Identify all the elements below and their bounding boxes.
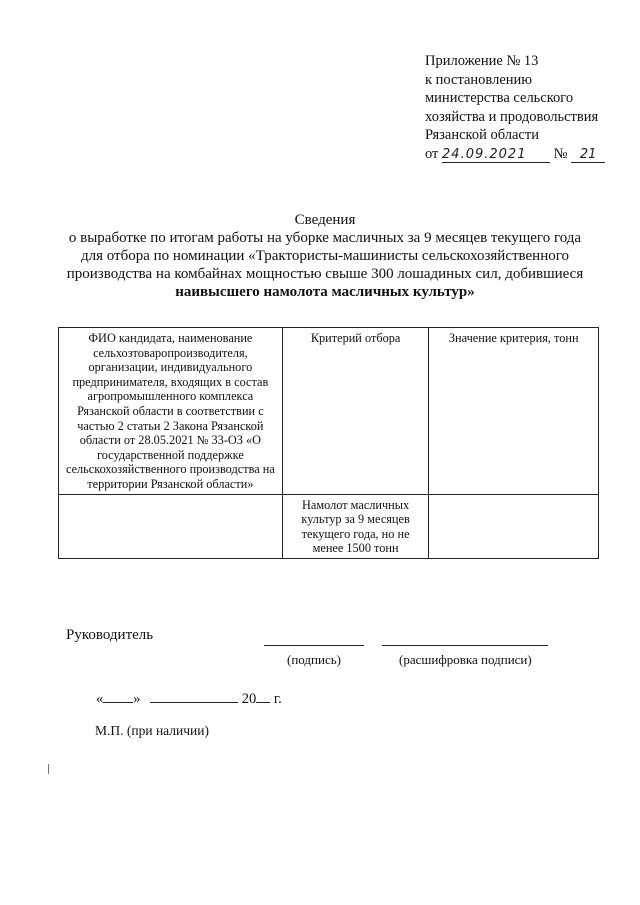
cell-criterion: Намолот масличных культур за 9 месяцев текущего года, но не менее 1500 тонн: [282, 494, 429, 558]
appendix-date-row: [425, 145, 605, 164]
appendix-line: к постановлению: [425, 71, 533, 88]
signature-caption: (подпись): [287, 652, 341, 667]
signature-decode-caption: (расшифровка подписи): [399, 652, 532, 667]
number-label: №: [553, 145, 568, 162]
handwritten-date: 24.09.2021: [442, 148, 550, 163]
cell-candidate: [59, 494, 283, 558]
appendix-line: Рязанской области: [425, 127, 539, 143]
appendix-block: [425, 52, 605, 163]
title-line: наивысшего намолота масличных культур»: [175, 284, 475, 300]
table-header-row: [59, 328, 599, 495]
year-blank: [256, 690, 270, 703]
year-suffix: г.: [273, 691, 282, 707]
title-line: о выработке по итогам работы на уборке масличных за 9 месяцев текущего года: [68, 230, 582, 246]
head-label: Руководитель: [66, 627, 154, 643]
document-title: [40, 211, 610, 301]
stamp-place-label: М.П. (при наличии): [95, 723, 209, 738]
title-line: для отбора по номинации «Трактористы-машинисты сельскохозяйственного: [80, 248, 570, 264]
criteria-table: [58, 327, 599, 559]
signature-line: [264, 645, 364, 646]
cell-value: [429, 494, 599, 558]
scan-mark: [48, 764, 49, 774]
date-field: [96, 690, 282, 708]
appendix-line: Приложение № 13: [425, 53, 539, 69]
open-quote: «: [96, 691, 104, 707]
header-criterion: Критерий отбора: [282, 328, 429, 495]
appendix-line: министерства сельского: [425, 90, 574, 106]
header-value: Значение критерия, тонн: [429, 328, 599, 495]
day-blank: [103, 690, 133, 703]
title-line: производства на комбайнах мощностью свыше 300 лошадиных сил, добившиеся: [66, 266, 584, 282]
title-heading: Сведения: [294, 212, 356, 228]
signature-decode-line: [382, 645, 548, 646]
header-candidate: ФИО кандидата, наименование сельхозтоваропроизводителя, организации, индивидуального предпринимателя, входящих в состав агропромышленного комплекса Рязанской области в соответствии с частью 2 статьи 2 Закона Рязанской области от 28.05.2021 № 33-ОЗ «О государственной поддержке сельскохозяйственного производства на территории Рязанской области»: [59, 328, 283, 495]
year-prefix: 20: [241, 691, 257, 707]
handwritten-number: 21: [571, 148, 605, 163]
month-blank: [150, 690, 238, 703]
from-label: от: [425, 145, 439, 162]
table-row: [59, 494, 599, 558]
appendix-line: хозяйства и продовольствия: [425, 108, 599, 125]
close-quote: »: [133, 691, 141, 707]
